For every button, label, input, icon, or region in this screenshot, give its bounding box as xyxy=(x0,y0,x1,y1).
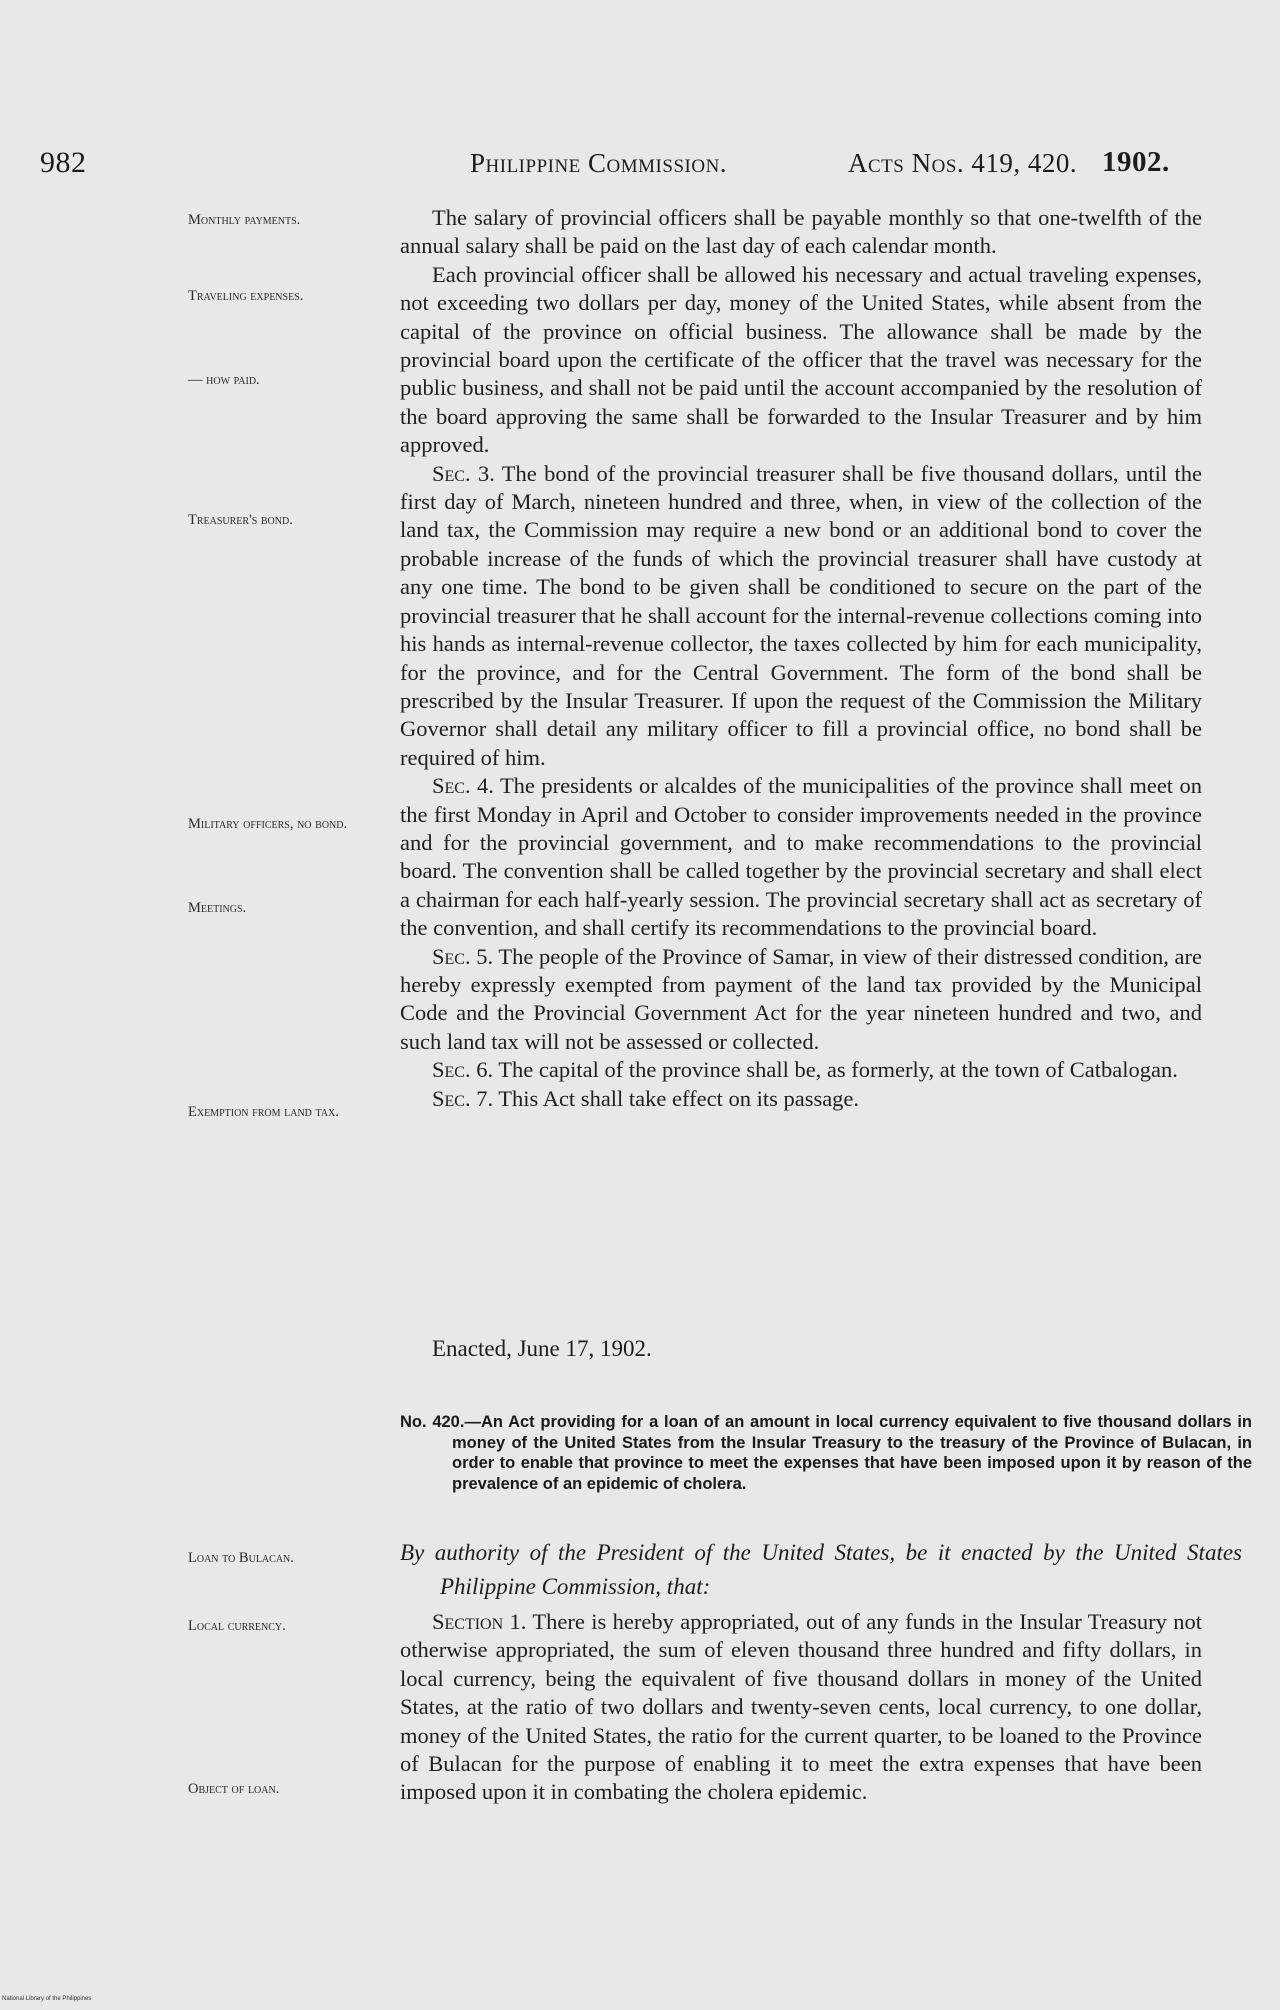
running-acts: Acts Nos. 419, 420. xyxy=(848,148,1078,178)
margin-note-traveling-expenses: Traveling expenses. xyxy=(188,288,304,304)
act-420-heading: No. 420.—An Act providing for a loan of an amount in local currency equivalent to five thousand dollars in money of the United States from the Insular Treasury to the treasury of the Province of Bulacan, in order to enable that province to meet the expenses that have been imposed upon it by reason of the prevalence of an epidemic of cholera. xyxy=(400,1413,1252,1493)
section-7 xyxy=(400,1085,1202,1113)
margin-note-loan-to-bulacan: Loan to Bulacan. xyxy=(188,1550,294,1566)
enacted-date: Enacted, June 17, 1902. xyxy=(432,1336,652,1361)
margin-note-how-paid: — how paid. xyxy=(188,372,260,388)
margin-note-local-currency: Local currency. xyxy=(188,1618,286,1634)
act-420-section-1-text: There is hereby appropriated, out of any funds in the Insular Treasury not otherwise appropriated, the sum of eleven thousand three hundred and fifty dollars, in local currency, being the equivalent of five thousand dollars in money of the United States, at the ratio of two dollars and twenty-seven cents, local currency, to one dollar, money of the United States, the ratio for the current quarter, to be loaned to the Province of Bulacan for the purpose of enabling it to meet the extra expenses that have been imposed upon it in combating the cholera epidemic. xyxy=(400,1609,1203,1805)
section-4-label: Sec. 4. xyxy=(432,773,494,799)
enacting-clause: By authority of the President of the United States, be it enacted by the United States Philippine Commission, that: xyxy=(400,1540,1242,1599)
paragraph-monthly-salary: The salary of provincial officers shall be payable monthly so that one-twelfth of the annual salary shall be paid on the last day of each calendar month. xyxy=(400,205,1202,259)
section-6-text: The capital of the province shall be, as formerly, at the town of Catbalogan. xyxy=(493,1057,1178,1083)
section-3-text: The bond of the provincial treasurer shall be five thousand dollars, until the first day of March, nineteen hundred and three, when, in view of the collection of the land tax, the Commission may require a new bond or an additional bond to cover the probable increase of the funds of which the provincial treasurer shall have custody at any one time. The bond to be given shall be conditioned to secure on the part of the provincial treasurer that he shall account for the internal-revenue collections coming into his hands as internal-revenue collector, the taxes collected by him for each municipality, for the province, and for the Central Government. The form of the bond shall be prescribed by the Insular Treasurer. If upon the request of the Commission the Military Governor shall detail any military officer to fill a provincial office, no bond shall be required of him. xyxy=(400,460,1202,770)
act-420-body xyxy=(400,1608,1202,1807)
library-stamp: National Library of the Philippines xyxy=(2,1996,92,2002)
section-3-label: Sec. 3. xyxy=(432,460,495,486)
margin-note-military-officers: Military officers, no bond. xyxy=(188,816,348,832)
section-5-label: Sec. 5. xyxy=(432,943,494,969)
page-number: 982 xyxy=(40,146,87,179)
section-4 xyxy=(400,772,1202,942)
act-420-section-1-label: Section 1. xyxy=(432,1609,527,1634)
margin-note-monthly-payments: Monthly payments. xyxy=(188,212,301,228)
margin-note-object-of-loan: Object of loan. xyxy=(188,1781,280,1797)
section-7-text: This Act shall take effect on its passage. xyxy=(493,1085,860,1111)
section-5-text: The people of the Province of Samar, in view of their distressed condition, are hereby expressly exempted from payment of the land tax provided by the Municipal Code and the Provincial Government Act for the year nineteen hundred and two, and such land tax will not be assessed or collected. xyxy=(400,943,1202,1054)
margin-note-meetings: Meetings. xyxy=(188,900,247,916)
paragraph-traveling-expenses: Each provincial officer shall be allowed his necessary and actual traveling expenses, not exceeding two dollars per day, money of the United States, while absent from the capital of the province on official business. The allowance shall be made by the provincial board upon the certificate of the officer that the travel was necessary for the public business, and shall not be paid until the account accompanied by the resolution of the board approving the same shall be forwarded to the Insular Treasurer and by him approved. xyxy=(400,261,1202,458)
section-4-text: The presidents or alcaldes of the municipalities of the province shall meet on the first Monday in April and October to consider improvements needed in the province and for the provincial government, and to make recommendations to the provincial board. The convention shall be called together by the provincial secretary and shall elect a chairman for each half-yearly session. The provincial secretary shall act as secretary of the convention, and shall certify its recommendations to the provincial board. xyxy=(400,773,1202,941)
page-header xyxy=(40,146,1170,186)
act-420-section-1 xyxy=(400,1608,1202,1807)
section-7-label: Sec. 7. xyxy=(432,1085,494,1111)
running-year: 1902. xyxy=(1102,146,1170,178)
section-6-label: Sec. 6. xyxy=(432,1057,494,1083)
section-3 xyxy=(400,460,1202,772)
section-5 xyxy=(400,943,1202,1057)
section-6 xyxy=(400,1056,1202,1084)
act-419-body xyxy=(400,204,1202,1113)
margin-note-treasurers-bond: Treasurer's bond. xyxy=(188,512,293,528)
margin-note-exemption: Exemption from land tax. xyxy=(188,1104,339,1120)
running-title: Philippine Commission. xyxy=(470,148,728,178)
